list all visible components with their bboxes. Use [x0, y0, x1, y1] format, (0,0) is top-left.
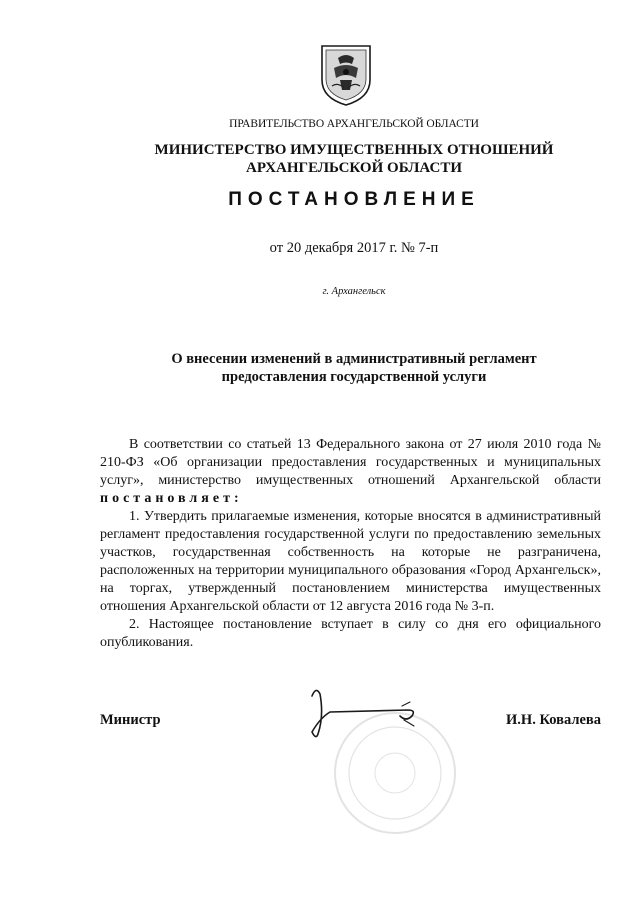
- item-1-paragraph: 1. Утвердить прилагаемые изменения, которые вносятся в административный регламент предоставления государственной услуги по предоставлению земельных участков, государственная собственность на которые не разграничена, расположенных на территории муниципального образования «Город Архангельск», на торгах, утвержденный постановлением министерства имущественных отношения Архангельской области от 12 августа 2016 года № 3-п.: [100, 509, 601, 614]
- preamble-text: В соответствии со статьей 13 Федерального закона от 27 июля 2010 года № 210-ФЗ «Об организации предоставления государственных и муниципальных услуг», министерство имущественных отношений Архангельской области: [100, 437, 601, 488]
- document-title-line2: предоставления государственной услуги: [221, 369, 487, 385]
- item-2-paragraph: 2. Настоящее постановление вступает в силу со дня его официального опубликования.: [100, 617, 601, 650]
- ministry-name: [0, 141, 640, 177]
- preamble-paragraph: [100, 436, 601, 508]
- document-date-number: от 20 декабря 2017 г. № 7-п: [269, 240, 439, 256]
- document-body: [100, 436, 601, 652]
- ministry-name-line1: МИНИСТЕРСТВО ИМУЩЕСТВЕННЫХ ОТНОШЕНИЙ: [154, 142, 554, 158]
- coat-of-arms-emblem-icon: [318, 42, 374, 108]
- resolve-word: постановляет:: [100, 491, 243, 506]
- document-title-line1: О внесении изменений в административный регламент: [171, 351, 537, 367]
- document-type-heading: ПОСТАНОВЛЕНИЕ: [228, 189, 480, 210]
- signatory-name: И.Н. Ковалева: [506, 712, 601, 728]
- government-name: ПРАВИТЕЛЬСТВО АРХАНГЕЛЬСКОЙ ОБЛАСТИ: [229, 118, 479, 130]
- ministry-name-line2: АРХАНГЕЛЬСКОЙ ОБЛАСТИ: [246, 160, 462, 176]
- signatory-position: Министр: [100, 712, 161, 728]
- document-title: [0, 350, 640, 386]
- handwritten-signature-icon: [290, 676, 440, 746]
- document-city: г. Архангельск: [322, 286, 386, 297]
